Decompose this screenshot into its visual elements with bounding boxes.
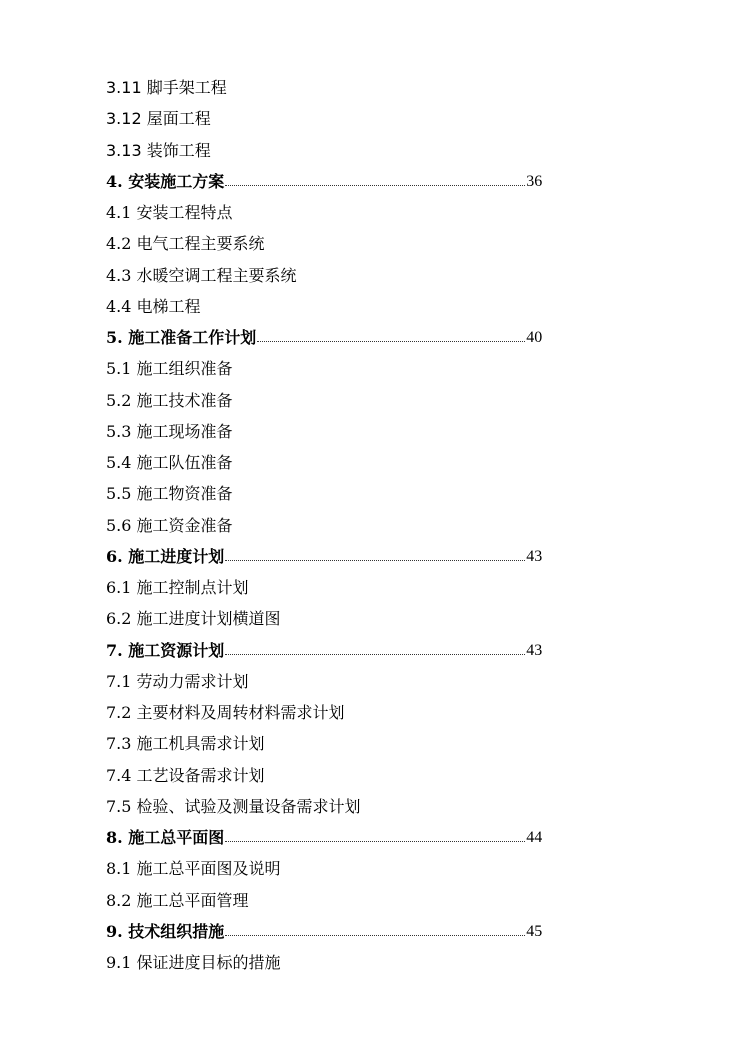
toc-entry-title: 7.4 工艺设备需求计划 bbox=[106, 765, 265, 785]
toc-entry-title: 3.12 屋面工程 bbox=[106, 109, 211, 129]
toc-entry-title: 5.1 施工组织准备 bbox=[106, 359, 233, 379]
toc-entry-title: 4.3 水暖空调工程主要系统 bbox=[106, 265, 297, 285]
toc-entry-title: 8.2 施工总平面管理 bbox=[106, 890, 249, 910]
toc-section-heading[interactable] bbox=[106, 541, 666, 572]
toc-entry-title: 6. 施工进度计划 bbox=[106, 546, 225, 566]
toc-entry-title: 5.3 施工现场准备 bbox=[106, 421, 233, 441]
toc-entry-title: 4.4 电梯工程 bbox=[106, 296, 201, 316]
toc-subsection[interactable] bbox=[106, 228, 666, 259]
toc-page-number: 43 bbox=[526, 641, 543, 659]
toc-leader-dots bbox=[225, 654, 525, 655]
toc-subsection[interactable] bbox=[106, 791, 666, 822]
toc-page-number: 45 bbox=[526, 922, 543, 940]
toc-entry-title: 3.11 脚手架工程 bbox=[106, 78, 227, 97]
toc-section-heading[interactable] bbox=[106, 635, 666, 666]
toc-entry-title: 5.4 施工队伍准备 bbox=[106, 453, 233, 472]
toc-entry-title: 6.2 施工进度计划横道图 bbox=[106, 609, 281, 629]
toc-entry-title: 4. 安装施工方案 bbox=[106, 171, 225, 191]
toc-entry-title: 7.2 主要材料及周转材料需求计划 bbox=[106, 703, 345, 722]
toc-leader-dots bbox=[225, 185, 525, 186]
toc-subsection[interactable] bbox=[106, 135, 666, 166]
toc-entry-title: 5. 施工准备工作计划 bbox=[106, 328, 257, 347]
toc-leader-dots bbox=[225, 841, 525, 842]
toc-entry-title: 5.2 施工技术准备 bbox=[106, 390, 233, 410]
toc-subsection[interactable] bbox=[106, 510, 666, 541]
toc-page-number: 43 bbox=[526, 547, 543, 565]
toc-subsection[interactable] bbox=[106, 478, 666, 509]
toc-subsection[interactable] bbox=[106, 353, 666, 384]
toc-leader-dots bbox=[225, 560, 525, 561]
toc-entry-title: 9. 技术组织措施 bbox=[106, 921, 225, 941]
toc-subsection[interactable] bbox=[106, 697, 666, 728]
toc-page-number: 40 bbox=[526, 329, 543, 346]
toc-subsection[interactable] bbox=[106, 416, 666, 447]
toc-entry-title: 7. 施工资源计划 bbox=[106, 640, 225, 660]
toc-subsection[interactable] bbox=[106, 572, 666, 603]
toc-entry-title: 6.1 施工控制点计划 bbox=[106, 578, 249, 597]
toc-subsection[interactable] bbox=[106, 760, 666, 791]
toc-entry-title: 8. 施工总平面图 bbox=[106, 828, 225, 847]
toc-subsection[interactable] bbox=[106, 885, 666, 916]
toc-entry-title: 5.5 施工物资准备 bbox=[106, 484, 233, 504]
toc-section-heading[interactable] bbox=[106, 322, 666, 353]
toc-leader-dots bbox=[257, 341, 525, 342]
toc-subsection[interactable] bbox=[106, 666, 666, 697]
toc-entry-title: 8.1 施工总平面图及说明 bbox=[106, 859, 281, 879]
toc-entry-title: 3.13 装饰工程 bbox=[106, 140, 211, 160]
toc-subsection[interactable] bbox=[106, 291, 666, 322]
toc-subsection[interactable] bbox=[106, 72, 666, 103]
toc-section-heading[interactable] bbox=[106, 916, 666, 947]
toc-subsection[interactable] bbox=[106, 947, 666, 978]
toc-subsection[interactable] bbox=[106, 260, 666, 291]
toc-subsection[interactable] bbox=[106, 385, 666, 416]
toc-page-number: 36 bbox=[526, 172, 543, 190]
toc-leader-dots bbox=[225, 935, 525, 936]
toc-section-heading[interactable] bbox=[106, 822, 666, 853]
toc-entry-title: 4.2 电气工程主要系统 bbox=[106, 234, 265, 254]
toc-page-number: 44 bbox=[526, 829, 543, 846]
toc-subsection[interactable] bbox=[106, 603, 666, 634]
toc-entry-title: 7.1 劳动力需求计划 bbox=[106, 671, 249, 691]
toc-subsection[interactable] bbox=[106, 728, 666, 759]
toc-entry-title: 5.6 施工资金准备 bbox=[106, 515, 233, 535]
toc-subsection[interactable] bbox=[106, 447, 666, 478]
table-of-contents bbox=[106, 72, 666, 978]
toc-entry-title: 9.1 保证进度目标的措施 bbox=[106, 953, 281, 972]
toc-entry-title: 7.3 施工机具需求计划 bbox=[106, 734, 265, 754]
toc-subsection[interactable] bbox=[106, 853, 666, 884]
toc-entry-title: 7.5 检验、试验及测量设备需求计划 bbox=[106, 796, 361, 816]
toc-section-heading[interactable] bbox=[106, 166, 666, 197]
toc-entry-title: 4.1 安装工程特点 bbox=[106, 203, 233, 222]
toc-subsection[interactable] bbox=[106, 103, 666, 134]
toc-subsection[interactable] bbox=[106, 197, 666, 228]
